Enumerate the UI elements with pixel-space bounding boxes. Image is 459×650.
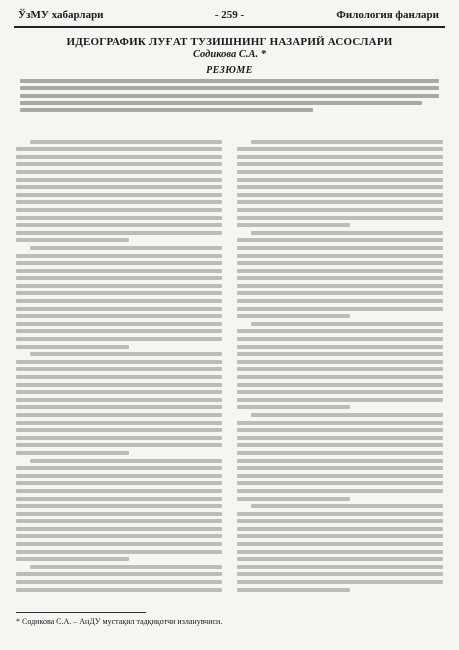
text-line-placeholder	[16, 398, 222, 402]
text-line-placeholder	[16, 367, 222, 371]
text-line-placeholder	[237, 269, 443, 273]
text-line-placeholder	[16, 466, 222, 470]
text-line-placeholder	[16, 572, 222, 576]
text-line-placeholder	[237, 481, 443, 485]
text-line-placeholder	[237, 534, 443, 538]
text-line-placeholder	[237, 405, 350, 409]
text-line-placeholder	[237, 170, 443, 174]
text-line-placeholder	[251, 413, 443, 417]
text-line-placeholder	[237, 208, 443, 212]
text-line-placeholder	[237, 185, 443, 189]
text-line-placeholder	[237, 512, 443, 516]
text-line-placeholder	[237, 459, 443, 463]
text-line-placeholder	[237, 390, 443, 394]
text-line-placeholder	[237, 345, 443, 349]
text-line-placeholder	[16, 489, 222, 493]
text-line-placeholder	[237, 519, 443, 523]
text-line-placeholder	[16, 451, 129, 455]
text-line-placeholder	[30, 246, 222, 250]
text-line-placeholder	[16, 375, 222, 379]
text-line-placeholder	[237, 178, 443, 182]
text-line-placeholder	[16, 557, 129, 561]
text-line-placeholder	[16, 193, 222, 197]
text-line-placeholder	[16, 550, 222, 554]
text-line-placeholder	[16, 443, 222, 447]
text-line-placeholder	[237, 367, 443, 371]
text-line-placeholder	[237, 542, 443, 546]
text-line-placeholder	[16, 474, 222, 478]
text-line-placeholder	[237, 352, 443, 356]
text-line-placeholder	[237, 261, 443, 265]
text-line-placeholder	[16, 512, 222, 516]
text-line-placeholder	[16, 185, 222, 189]
text-line-placeholder	[16, 178, 222, 182]
journal-name: ЎзМУ хабарлари	[18, 9, 104, 21]
text-line-placeholder	[237, 291, 443, 295]
text-line-placeholder	[237, 193, 443, 197]
text-line-placeholder	[16, 299, 222, 303]
text-line-placeholder	[16, 314, 222, 318]
text-line-placeholder	[16, 291, 222, 295]
text-line-placeholder	[16, 421, 222, 425]
author-footnote: * Содикова С.А. – АнДУ мустақил тадқиқотчи изланувчиси.	[16, 617, 223, 626]
text-line-placeholder	[237, 246, 443, 250]
text-line-placeholder	[237, 436, 443, 440]
text-line-placeholder	[237, 466, 443, 470]
text-line-placeholder	[16, 360, 222, 364]
text-line-placeholder	[237, 580, 443, 584]
text-line-placeholder	[16, 254, 222, 258]
text-line-placeholder	[16, 147, 222, 151]
summary-heading: РЕЗЮМЕ	[206, 65, 253, 76]
text-line-placeholder	[237, 314, 350, 318]
text-line-placeholder	[16, 238, 129, 242]
text-line-placeholder	[237, 557, 443, 561]
text-line-placeholder	[237, 162, 443, 166]
text-line-placeholder	[237, 238, 443, 242]
text-line-placeholder	[251, 322, 443, 326]
text-line-placeholder	[16, 383, 222, 387]
article-author: Содикова С.А. *	[192, 49, 267, 60]
text-line-placeholder	[16, 322, 222, 326]
text-line-placeholder	[16, 162, 222, 166]
text-line-placeholder	[16, 200, 222, 204]
text-line-placeholder	[237, 428, 443, 432]
text-line-placeholder	[237, 421, 443, 425]
text-line-placeholder	[30, 352, 222, 356]
body-column-right	[237, 136, 443, 598]
text-line-placeholder	[237, 307, 443, 311]
text-line-placeholder	[30, 565, 222, 569]
text-line-placeholder	[16, 345, 129, 349]
text-line-placeholder	[237, 254, 443, 258]
text-line-placeholder	[16, 337, 222, 341]
text-line-placeholder	[16, 269, 222, 273]
text-line-placeholder	[16, 580, 222, 584]
text-line-placeholder	[237, 223, 350, 227]
text-line-placeholder	[251, 504, 443, 508]
text-line-placeholder	[237, 588, 350, 592]
text-line-placeholder	[16, 216, 222, 220]
text-line-placeholder	[237, 200, 443, 204]
text-line-placeholder	[237, 443, 443, 447]
text-line-placeholder	[16, 390, 222, 394]
text-line-placeholder	[237, 299, 443, 303]
article-title: ИДЕОГРАФИК ЛУҒАТ ТУЗИШНИНГ НАЗАРИЙ АСОСЛАРИ	[66, 36, 393, 48]
text-line-placeholder	[16, 261, 222, 265]
text-line-placeholder	[237, 216, 443, 220]
text-line-placeholder	[237, 360, 443, 364]
text-line-placeholder	[237, 329, 443, 333]
text-line-placeholder	[237, 147, 443, 151]
text-line-placeholder	[237, 474, 443, 478]
text-line-placeholder	[237, 337, 443, 341]
text-line-placeholder	[16, 170, 222, 174]
text-line-placeholder	[237, 489, 443, 493]
text-line-placeholder	[16, 276, 222, 280]
text-line-placeholder	[16, 519, 222, 523]
abstract-placeholder	[20, 79, 439, 112]
text-line-placeholder	[237, 398, 443, 402]
text-line-placeholder	[16, 534, 222, 538]
text-line-placeholder	[237, 572, 443, 576]
text-line-placeholder	[16, 231, 222, 235]
text-line-placeholder	[16, 481, 222, 485]
text-line-placeholder	[251, 140, 443, 144]
text-line-placeholder	[237, 276, 443, 280]
page-number: - 259 -	[214, 9, 245, 21]
text-line-placeholder	[237, 527, 443, 531]
text-line-placeholder	[16, 588, 222, 592]
text-line-placeholder	[16, 413, 222, 417]
text-line-placeholder	[16, 542, 222, 546]
text-line-placeholder	[16, 497, 222, 501]
section-name: Филология фанлари	[336, 9, 439, 21]
running-header	[14, 6, 445, 28]
text-line-placeholder	[237, 284, 443, 288]
body-columns	[16, 136, 443, 598]
text-line-placeholder	[16, 208, 222, 212]
text-line-placeholder	[16, 504, 222, 508]
text-line-placeholder	[16, 223, 222, 227]
text-line-placeholder	[237, 497, 350, 501]
body-column-left	[16, 136, 222, 598]
text-line-placeholder	[237, 550, 443, 554]
text-line-placeholder	[16, 155, 222, 159]
text-line-placeholder	[251, 231, 443, 235]
text-line-placeholder	[16, 284, 222, 288]
text-line-placeholder	[237, 375, 443, 379]
text-line-placeholder	[16, 428, 222, 432]
text-line-placeholder	[237, 565, 443, 569]
text-line-placeholder	[16, 329, 222, 333]
text-line-placeholder	[30, 140, 222, 144]
text-line-placeholder	[16, 307, 222, 311]
text-line-placeholder	[237, 451, 443, 455]
text-line-placeholder	[16, 436, 222, 440]
text-line-placeholder	[237, 383, 443, 387]
footnote-rule	[16, 612, 146, 613]
text-line-placeholder	[16, 527, 222, 531]
text-line-placeholder	[30, 459, 222, 463]
text-line-placeholder	[237, 155, 443, 159]
text-line-placeholder	[16, 405, 222, 409]
